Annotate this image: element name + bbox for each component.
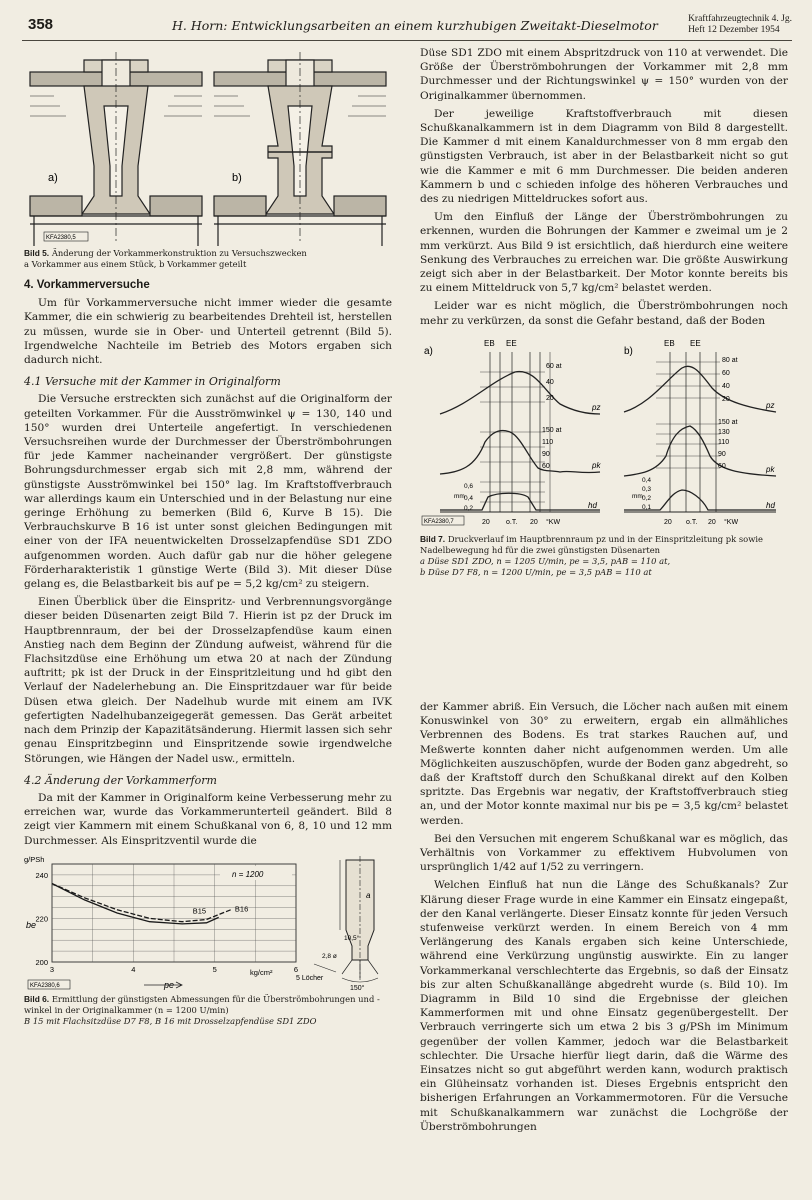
figure-6-y-ticks xyxy=(35,871,48,967)
figure-7-a-ee: EE xyxy=(506,338,517,348)
figure-7-a-hd-label: hd xyxy=(588,500,597,510)
figure-7-b-pk-tick-1: 150 at xyxy=(718,418,738,426)
section-4-1-heading: 4.1 Versuche mit der Kammer in Originalform xyxy=(24,375,281,389)
figure-7-a-pz-label: pz xyxy=(592,402,601,412)
figure-6-y-unit: g/PSh xyxy=(24,854,45,864)
figure-7-b-ee: EE xyxy=(690,338,701,348)
figure-7-stamp: KFA2380,7 xyxy=(424,518,454,525)
figure-7-caption-text: Druckverlauf im Hauptbrennraum pz und in der Einspritzleitung pk sowie Nadelbewegung hd für die zwei günstigsten Düsenarten xyxy=(420,533,764,555)
figure-7-b-hd-tick-3: 0,2 xyxy=(642,494,652,502)
figure-6-holes-label: 5 Löcher xyxy=(296,974,324,982)
figure-7-caption-number: Bild 7. xyxy=(420,533,446,544)
figure-6-chart xyxy=(24,855,298,990)
figure-7-a-pk-tick-3: 90 xyxy=(542,450,550,458)
figure-6-curve-label-b16: B16 xyxy=(234,904,249,914)
figure-7-b-pz-tick-4: 20 xyxy=(722,395,730,403)
figure-7-b-pk-tick-4: 90 xyxy=(718,450,726,458)
figure-7-caption-line2: a Düse SD1 ZDO, n = 1205 U/min, pe = 3,5, pAB = 110 at, xyxy=(420,555,671,566)
right-column xyxy=(420,46,788,584)
figure-7-b-hd-tick-2: 0,3 xyxy=(642,485,652,493)
figure-7-caption-line3: b Düse D7 F8, n = 1200 U/min, pe = 3,5 pAB = 110 at xyxy=(420,566,652,577)
running-title: H. Horn: Entwicklungsarbeiten an einem kurzhubigen Zweitakt-Dieselmotor xyxy=(172,18,658,33)
figure-7-b-hd-label: hd xyxy=(766,500,775,510)
figure-6-caption xyxy=(24,994,392,1027)
prechamber-b-drawing xyxy=(214,52,386,246)
figure-7-a-pz-tick-3: 20 xyxy=(546,394,554,402)
figure-6 xyxy=(24,852,392,992)
section-4-heading: 4. Vorkammerversuche xyxy=(24,279,150,291)
figure-7-a-hd-tick-1: 0,6 xyxy=(464,482,474,490)
prechamber-a-drawing xyxy=(30,52,202,246)
figure-5-stamp: KFA2380,5 xyxy=(46,235,76,241)
figure-6-caption-line2: B 15 mit Flachsitzdüse D7 F8, B 16 mit Drosselzapfendüse SD1 ZDO xyxy=(24,1015,317,1026)
journal-line-2: Heft 12 Dezember 1954 xyxy=(688,25,780,35)
right-paragraph-2: Um den Einfluß der Länge der Überströmbohrungen zu erkennen, wurden die Bohrungen der Kammer e zweimal um je 2 mm verkürzt. Aus Bild 9 ist ersichtlich, daß hierdurch eine weitere Senkung des Verbrauches zu erreichen war. Die größte Auswirkung zeigt sich aber in der Belastbarkeit. Der Motor konnte bereits bis zu einem Mitteldruck von 5,7 kg/cm² belastet werden. xyxy=(420,211,788,295)
figure-6-y-tick-label: 200 xyxy=(35,957,48,967)
figure-7-b-pk-tick-3: 110 xyxy=(718,438,730,446)
figure-6-x-symbol: pe xyxy=(164,979,175,990)
figure-7-b-kw-label: °KW xyxy=(724,518,739,526)
journal-line-1: Kraftfahrzeugtechnik 4. Jg. xyxy=(688,14,792,24)
figure-6-curve-label-b15: B15 xyxy=(192,906,207,916)
figure-6-series-b16 xyxy=(52,883,231,921)
figure-7-b-ot-label: o.T. xyxy=(686,518,698,526)
section-4-2-heading: 4.2 Änderung der Vorkammerform xyxy=(24,773,217,787)
figure-7-b-mm-label: mm xyxy=(632,492,643,500)
figure-7-a-pz-tick-2: 40 xyxy=(546,378,554,386)
figure-7-a-ot-label: o.T. xyxy=(506,518,518,526)
figure-5 xyxy=(24,46,392,246)
right-paragraph-5: Bei den Versuchen mit engerem Schußkanal war es möglich, das Verhältnis von Vorkammer zu effektivem Hubvolumen von ursprünglich 1/42 auf 1/52 zu verringern. xyxy=(420,832,788,874)
figure-5-caption-text: Änderung der Vorkammerkonstruktion zu Versuchszwecken xyxy=(51,248,307,258)
figure-7-b-hd-tick-1: 0,4 xyxy=(642,476,652,484)
figure-7-a-pk-tick-2: 110 xyxy=(542,438,554,446)
right-paragraph-6: Welchen Einfluß hat nun die Länge des Schußkanals? Zur Klärung dieser Frage wurde in eine Kammer ein Einsatz eingepaßt, der den Kanal verlängerte. Dieser Einsatz konnte für jeden Versuch stufenweise verkürzt werden. In einem Bereich von 4 mm Verlängerung des Kanals ergaben sich keine Unterschiede, während eine Verkürzung ungünstig auswirkte. Ein zu langer Vorkammerkanal verschlechterte das Ergebnis, so daß der Einsatz bis zur alten Schußkanallänge abgedreht wurde (s. Bild 10). Im Diagramm in Bild 10 sind die Ergebnisse der gleichen Kammerformen mit und ohne Einsatz gegenübergestellt. Der Verbrauch verringerte sich um etwa 2 bis 3 g/PSh im Minimum gegenüber der vollen Kammer, jedoch war die Belastbarkeit schlechter. Die Ursache hierfür liegt darin, daß die Wärme des Einsatzes nicht so gut abgeführt werden kann, wodurch praktisch ein Glüheinsatz vorhanden ist. Dieses Ergebnis entspricht den bisherigen Erfahrungen an Vorkammermotoren. Für die Versuche mit Schußkanalkammern war zunächst die Lochgröße der Überströmbohrungen xyxy=(420,879,788,1133)
figure-6-dimension-a: a xyxy=(366,890,371,900)
figure-7-a-pk-label: pk xyxy=(592,460,601,470)
figure-6-stamp: KFA2380,6 xyxy=(30,982,60,989)
figure-7-label-a: a) xyxy=(424,345,433,357)
figure-7-b-pz-tick-2: 60 xyxy=(722,369,730,377)
right-column-lower xyxy=(420,700,788,1138)
figure-5-caption-number: Bild 5. xyxy=(24,248,50,258)
figure-7-b-pk-label: pk xyxy=(766,464,775,474)
figure-6-diameter-label: 2,8 ø xyxy=(322,952,337,960)
figure-5-label-a: a) xyxy=(48,172,58,184)
page-number: 358 xyxy=(28,16,54,33)
figure-7 xyxy=(420,332,788,532)
figure-7-b-x-tick-1: 20 xyxy=(664,518,672,526)
figure-7-label-b: b) xyxy=(624,345,633,357)
figure-6-nozzle-sketch xyxy=(314,856,378,982)
figure-7-b-pz-tick-1: 80 at xyxy=(722,356,738,364)
right-paragraph-1: Der jeweilige Kraftstoffverbrauch mit diesen Schußkanalkammern ist in dem Diagramm von Bild 8 dargestellt. Die Kammer d mit einem Kanaldurchmesser von 8 mm ergab den günstigsten Verbrauch, ist aber in der Belastbarkeit nicht so gut wie die Kammer e mit 6 mm Durchmesser. Die beiden anderen Kammern b und c schieden infolge des höheren Verbrauches und des zu niedrigen Mitteldruckes sofort aus. xyxy=(420,107,788,206)
figure-7-a-mm-label: mm xyxy=(454,492,465,500)
figure-7-a-kw-label: °KW xyxy=(546,518,561,526)
figure-6-series-b15 xyxy=(52,883,219,923)
figure-5-label-b: b) xyxy=(232,172,242,184)
figure-7-a-eb: EB xyxy=(484,338,495,348)
figure-7-a-hd-tick-2: 0,4 xyxy=(464,494,474,502)
figure-7-b-pz-tick-3: 40 xyxy=(722,382,730,390)
figure-5-caption-line2: a Vorkammer aus einem Stück, b Vorkammer geteilt xyxy=(24,259,247,269)
figure-7-b-pz-label: pz xyxy=(766,400,775,410)
figure-6-y-tick-label: 240 xyxy=(35,870,48,880)
page-header xyxy=(22,14,792,41)
figure-7-a-pk-tick-4: 60 xyxy=(542,462,550,470)
figure-6-angle-label: 10,5° xyxy=(344,934,360,942)
figure-7-a-pk-tick-1: 150 at xyxy=(542,426,562,434)
figure-6-spray-angle-label: 150° xyxy=(350,984,365,992)
journal-info xyxy=(688,14,792,36)
left-column xyxy=(24,46,392,1033)
figure-6-caption-text: Ermittlung der günstigsten Abmessungen für die Überströmbohrungen und -winkel in der Originalkammer (n = 1200 U/min) xyxy=(24,993,380,1015)
figure-6-x-unit: kg/cm² xyxy=(250,967,273,977)
figure-6-x-tick-label: 4 xyxy=(131,964,136,974)
section-4-1-paragraph-1: Die Versuche erstreckten sich zunächst auf die Originalform der geteilten Vorkammer. Für die Ausströmwinkel ψ = 130, 140 und 150° wurden drei Unterteile angefertigt. In verschiedenen Versuchsreihen wurde der Durchmesser der Überströmbohrungen für jede Kammer nacheinander vergrößert. Der günstigste Bohrungsdurchmesser ergab sich mit 2,8 mm, während der günstigste Ausströmwinkel bei 150° lag. Im Kraftstoffverbrauch war allerdings kaum ein Unterschied und in der Belastung nur eine geringe Erhöhung zu bemerken (Bild 6, Kurve B 15). Die Verbrauchskurve B 16 ist unter sonst gleichen Bedingungen mit einer von der IFA neuentwickelten Drosselzapfendüse SD1 ZDO aufgenommen worden. Auch dafür gab nur die höher gelegene Förderharakteristik 1 günstige Werte (Bild 3). Mit dieser Düse gelang es, die Belastbarkeit bis auf pe = 5,2 kg/cm² zu steigern. xyxy=(24,393,392,591)
section-4-paragraph-1: Um für Vorkammerversuche nicht immer wieder die gesamte Kammer, die ein schwierig zu bearbeitendes Drehteil ist, herstellen zu müssen, wurde sie in Ober- und Unterteil getrennt (Bild 5). Irgendwelche Nachteile im Betrieb des Motors ergaben sich dadurch nicht. xyxy=(24,297,392,367)
figure-7-b-pk-tick-2: 130 xyxy=(718,428,730,436)
figure-6-rpm-label: n = 1200 xyxy=(232,869,264,879)
figure-6-y-symbol: be xyxy=(26,919,37,930)
figure-6-caption-number: Bild 6. xyxy=(24,993,50,1004)
figure-7-b-hd-tick-4: 0,1 xyxy=(642,503,652,511)
figure-6-x-tick-label: 5 xyxy=(212,964,217,974)
figure-6-x-tick-label: 3 xyxy=(49,964,55,974)
figure-6-series xyxy=(52,883,231,923)
figure-7-a-pz-tick-1: 60 at xyxy=(546,362,562,370)
figure-5-caption xyxy=(24,248,392,270)
figure-7-a-hd-tick-3: 0,2 xyxy=(464,504,474,512)
figure-6-y-tick-label: 220 xyxy=(35,914,48,924)
figure-7-caption xyxy=(420,534,788,578)
right-paragraph-3: Leider war es nicht möglich, die Überströmbohrungen noch mehr zu verkürzen, da sonst die Gefahr bestand, daß der Boden xyxy=(420,300,788,327)
right-paragraph-0: Düse SD1 ZDO mit einem Abspritzdruck von 110 at verwendet. Die Größe der Überströmbohrungen der Vorkammer mit 2,8 mm Durchmesser und der Richtungswinkel ψ = 150° wurden von der Originalkammer übernommen. xyxy=(420,47,788,102)
section-4-1-paragraph-2: Einen Überblick über die Einspritz- und Verbrennungsvorgänge dieser beiden Düsenarten zeigt Bild 7. Hierin ist pz der Druck im Hauptbrennraum, der bei der Drosselzapfendüse kaum einen Anstieg nach dem Beginn der Zündung aufweist, während für die Flachsitzdüse eine Erhöhung um etwa 20 at nach der Zündung auftritt; pk ist der Druck in der Einspritzleitung und hd gibt den Verlauf der Nadelerhebung an. Die Einspritzdauer war für beide Düsen etwa gleich. Der Nadelhub wurde mit einem am IVK gefertigten Nadelhubanzeigegerät gemessen. Das Gerät arbeitet nach dem Prinzip der Kapazitätsänderung. Hiermit lassen sich sehr genau Einspritzbeginn und Einspritzende sowie irgendwelche Störungen, wie Hängen der Nadel usw., ermitteln. xyxy=(24,596,392,765)
figure-7-b-pk-tick-5: 60 xyxy=(718,462,726,470)
figure-7-b-eb: EB xyxy=(664,338,675,348)
right-paragraph-4: der Kammer abriß. Ein Versuch, die Löcher nach außen mit einem Konuswinkel von 30° zu erweitern, ergab ein allmähliches Verbrennen des Bodens. Es trat starkes Rauchen auf, und Meßwerte konnten daher nicht aufgenommen werden. Um alle Möglichkeiten auszuschöpfen, wurde der Boden ganz abgedreht, so daß der Kraftstoff durch den Schußkanal direkt auf den Kolben spritzte. Das Ergebnis war negativ, der Kraftstoffverbrauch stieg an, und der Motor konnte maximal nur bis pe = 3,5 kg/cm² belastet werden. xyxy=(420,701,788,827)
figure-7-a-x-tick-2: 20 xyxy=(530,518,538,526)
figure-7-b-x-tick-2: 20 xyxy=(708,518,716,526)
figure-7-a-x-tick-1: 20 xyxy=(482,518,490,526)
section-4-2-paragraph-1: Da mit der Kammer in Originalform keine Verbesserung mehr zu erreichen war, wurde das Vorkammerunterteil geändert. Bild 8 zeigt vier Kammern mit einem Schußkanal von 6, 8, 10 und 12 mm Durchmesser. Als Einspritzventil wurde die xyxy=(24,791,392,847)
figure-6-x-tick-label: 6 xyxy=(293,964,299,974)
